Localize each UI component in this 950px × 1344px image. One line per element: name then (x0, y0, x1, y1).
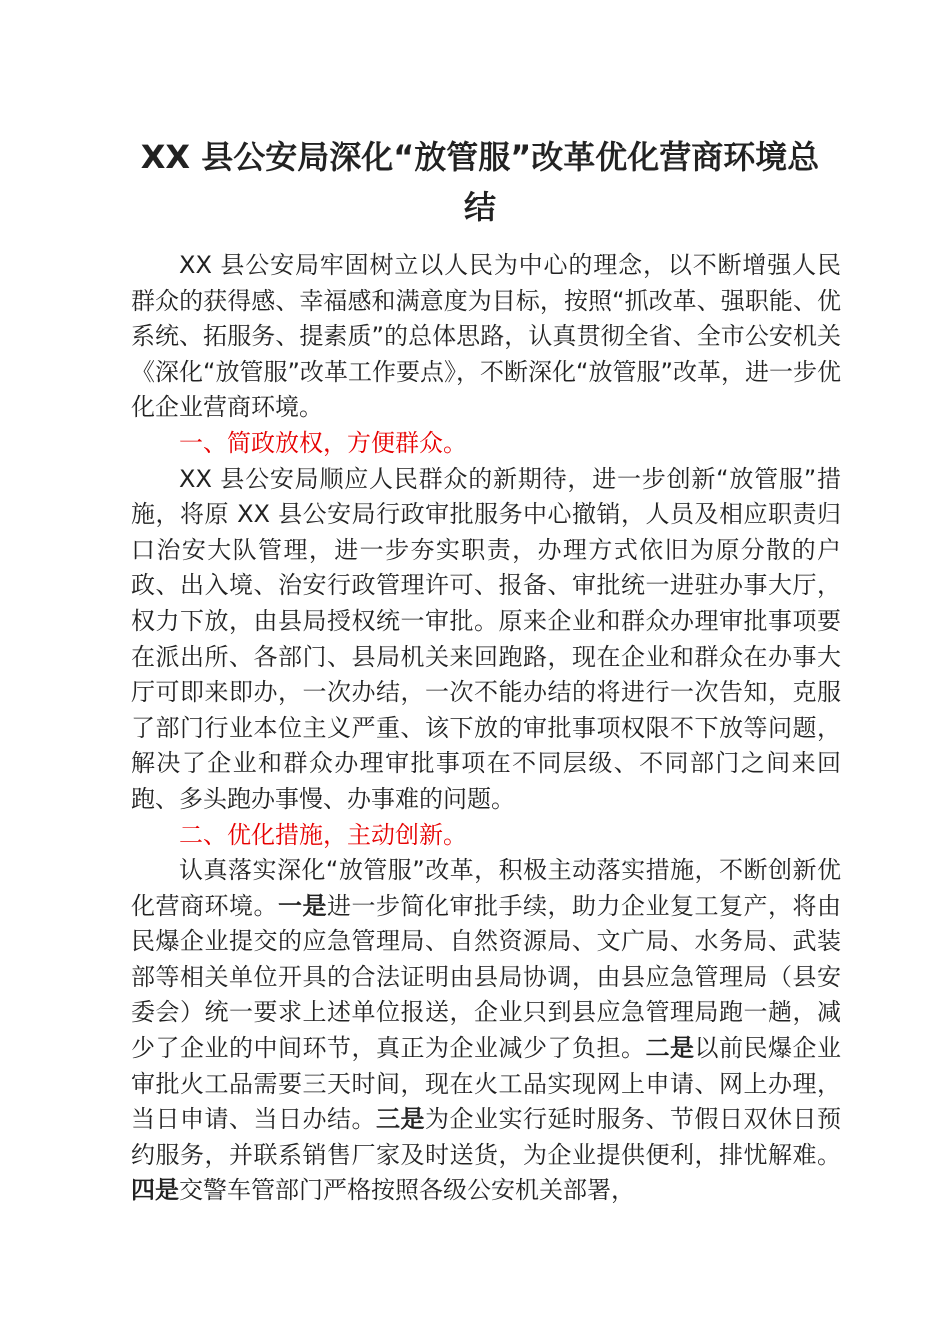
section-heading-1: 一、简政放权，方便群众。 (179, 428, 467, 457)
measure-3-label: 三是 (376, 1105, 425, 1134)
measure-1-text: 进一步简化审批手续，助力企业复工复产，将由民爆企业提交的应急管理局、自然资源局、文广局、水务局、武装部等相关单位开具的合法证明由县局协调，由县应急管理局（县安委会）统一要求上述单位报送，企业只到县应急管理局跑一趟，减少了企业的中间环节，真正为企业减少了负担。 (131, 891, 841, 1063)
measure-2-text: 以前民爆企业审批火工品需要三天时间，现在火工品实现网上申请、网上办理，当日申请、当日办结。 (131, 1034, 841, 1134)
measure-1-label: 一是 (278, 891, 327, 920)
measure-3-text: 为企业实行延时服务、节假日双休日预约服务，并联系销售厂家及时送货，为企业提供便利，排忧解难。 (131, 1105, 841, 1169)
document-title: XX 县公安局深化“放管服”改革优化营商环境总结 (140, 138, 820, 226)
measure-2-label: 二是 (645, 1034, 695, 1063)
document-body (131, 248, 841, 1209)
measure-4-label: 四是 (131, 1176, 179, 1205)
section-2-intro: 认真落实深化“放管服”改革，积极主动落实措施，不断创新优化营商环境。 (131, 856, 841, 920)
section-2-paragraph (131, 853, 841, 1209)
section-heading-2: 二、优化措施，主动创新。 (179, 820, 467, 849)
measure-4-text: 交警车管部门严格按照各级公安机关部署， (179, 1176, 635, 1205)
intro-paragraph: XX 县公安局牢固树立以人民为中心的理念，以不断增强人民群众的获得感、幸福感和满意度为目标，按照“抓改革、强职能、优系统、拓服务、提素质”的总体思路，认真贯彻全省、全市公安机关《深化“放管服”改革工作要点》，不断深化“放管服”改革，进一步优化企业营商环境。 (131, 251, 841, 422)
section-1-paragraph: XX 县公安局顺应人民群众的新期待，进一步创新“放管服”措施，将原 XX 县公安局行政审批服务中心撤销，人员及相应职责归口治安大队管理，进一步夯实职责，办理方式依旧为原分散的户政、出入境、治安行政管理许可、报备、审批统一进驻办事大厅，权力下放，由县局授权统一审批。原来企业和群众办理审批事项要在派出所、各部门、县局机关来回跑路，现在企业和群众在办事大厅可即来即办，一次办结，一次不能办结的将进行一次告知，克服了部门行业本位主义严重、该下放的审批事项权限不下放等问题，解决了企业和群众办理审批事项在不同层级、不同部门之间来回跑、多头跑办事慢、办事难的问题。 (131, 464, 841, 813)
